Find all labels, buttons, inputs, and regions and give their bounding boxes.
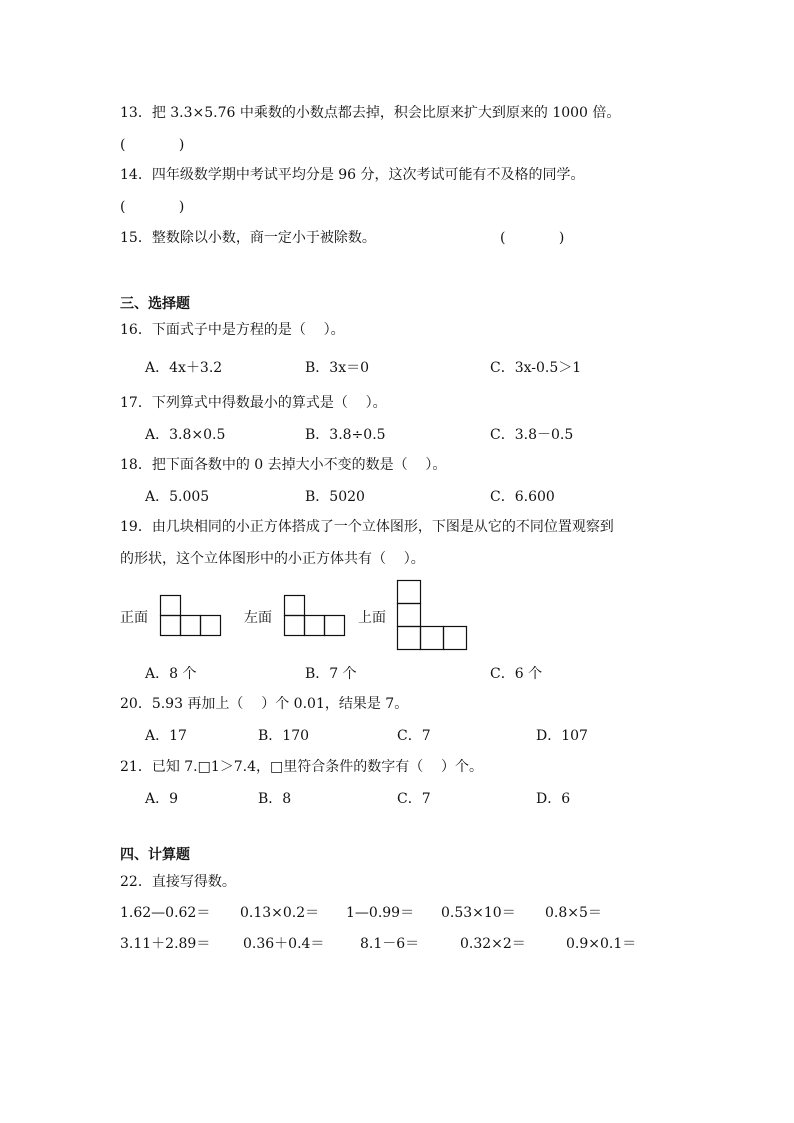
section-title-calc: 四、计算题	[120, 847, 190, 863]
q21-option-d[interactable]: D．6	[536, 791, 571, 807]
calc-item: 0.53×10＝	[441, 905, 516, 921]
calc-item: 0.8×5＝	[545, 905, 602, 921]
answer-paren-14[interactable]: ( )	[120, 199, 185, 215]
q17-option-a[interactable]: A．3.8×0.5	[145, 427, 226, 443]
calc-item: 3.11＋2.89＝	[120, 936, 211, 952]
question-17: 17．下列算式中得数最小的算式是（ ）。	[120, 395, 387, 411]
q19-option-a[interactable]: A．8 个	[145, 666, 197, 682]
question-13: 13．把 3.3×5.76 中乘数的小数点都去掉，积会比原来扩大到原来的 1000 倍。	[120, 105, 621, 121]
calc-item: 0.13×0.2＝	[240, 905, 320, 921]
left-view-cell	[285, 596, 305, 616]
q17-option-b[interactable]: B．3.8÷0.5	[305, 427, 386, 443]
q19-option-b[interactable]: B．7 个	[305, 666, 357, 682]
top-view-grid	[397, 580, 467, 651]
q20-option-c[interactable]: C．7	[397, 728, 431, 744]
q20-option-d[interactable]: D．107	[536, 728, 588, 744]
left-view-cell	[305, 616, 325, 636]
question-20: 20．5.93 再加上（ ）个 0.01，结果是 7。	[120, 696, 409, 712]
q18-option-a[interactable]: A．5.005	[145, 489, 210, 505]
calc-item: 0.32×2＝	[460, 936, 526, 952]
q17-option-c[interactable]: C．3.8－0.5	[490, 427, 574, 443]
answer-paren-13[interactable]: ( )	[120, 137, 185, 153]
q20-option-b[interactable]: B．170	[258, 728, 310, 744]
q20-option-a[interactable]: A．17	[145, 728, 187, 744]
calc-item: 8.1－6＝	[360, 936, 420, 952]
question-18: 18．把下面各数中的 0 去掉大小不变的数是（ ）。	[120, 457, 447, 473]
calc-item: 0.9×0.1＝	[566, 936, 637, 952]
view-label-top: 上面	[358, 610, 386, 626]
front-view-cell	[161, 596, 181, 616]
calc-item: 1—0.99＝	[346, 905, 415, 921]
top-view-cell	[398, 627, 421, 650]
calc-item: 0.36＋0.4＝	[243, 936, 325, 952]
q18-option-b[interactable]: B．5020	[305, 489, 365, 505]
q16-option-c[interactable]: C．3x-0.5＞1	[490, 360, 582, 376]
top-view-cell	[444, 627, 467, 650]
top-view-cell	[398, 581, 421, 604]
front-view-cell	[181, 616, 201, 636]
question-19-line2: 的形状，这个立体图形中的小正方体共有（ ）。	[120, 551, 425, 567]
question-15: 15．整数除以小数，商一定小于被除数。	[120, 230, 376, 246]
top-view-cell	[398, 604, 421, 627]
section-title-choice: 三、选择题	[120, 296, 190, 312]
front-view-grid	[160, 595, 221, 636]
q19-option-c[interactable]: C．6 个	[490, 666, 543, 682]
view-label-front: 正面	[120, 610, 148, 626]
left-view-grid	[284, 595, 345, 636]
question-16: 16．下面式子中是方程的是（ ）。	[120, 322, 345, 338]
q16-option-b[interactable]: B．3x＝0	[305, 360, 369, 376]
question-19-line1: 19．由几块相同的小正方体搭成了一个立体图形，下图是从它的不同位置观察到	[120, 519, 614, 535]
calc-item: 1.62—0.62＝	[120, 905, 211, 921]
q21-option-a[interactable]: A．9	[145, 791, 179, 807]
question-14: 14．四年级数学期中考试平均分是 96 分，这次考试可能有不及格的同学。	[120, 167, 585, 183]
question-21: 21．已知 7.□1＞7.4，□里符合条件的数字有（ ）个。	[120, 759, 484, 775]
front-view-cell	[201, 616, 221, 636]
top-view-cell	[421, 627, 444, 650]
q21-option-c[interactable]: C．7	[397, 791, 431, 807]
left-view-cell	[285, 616, 305, 636]
view-label-left: 左面	[244, 610, 272, 626]
answer-paren-15[interactable]: ( )	[500, 230, 565, 246]
left-view-cell	[325, 616, 345, 636]
q16-option-a[interactable]: A．4x＋3.2	[145, 360, 223, 376]
q18-option-c[interactable]: C．6.600	[490, 489, 555, 505]
front-view-cell	[161, 616, 181, 636]
q21-option-b[interactable]: B．8	[258, 791, 292, 807]
question-22: 22．直接写得数。	[120, 874, 236, 890]
